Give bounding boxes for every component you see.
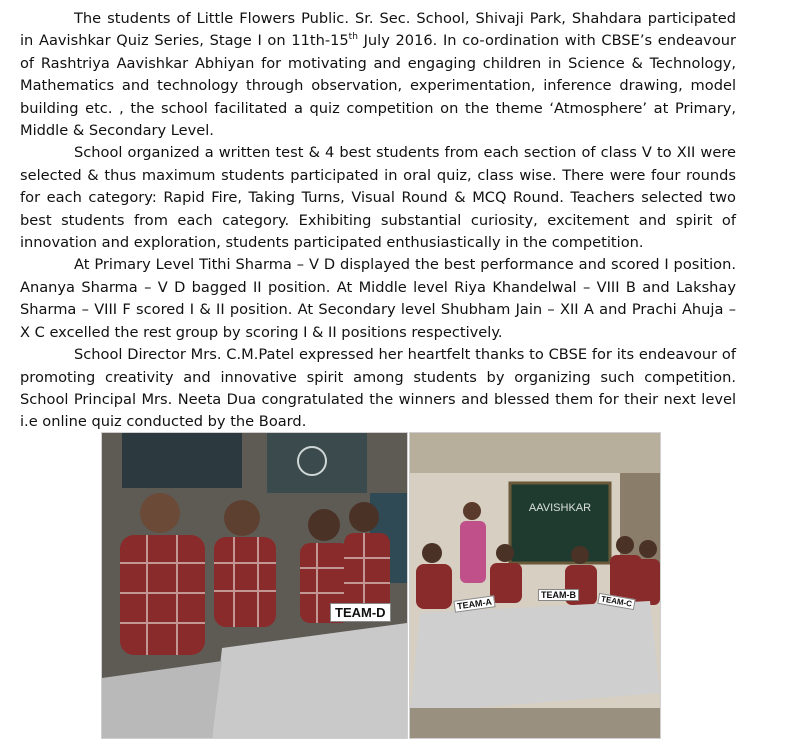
date-superscript: th [348, 31, 358, 42]
photo-quiz-teams [409, 432, 661, 739]
paragraph-intro-text-end: July 2016. In co-ordination with CBSE’s endeavour of Rashtriya Aavishkar Abhiyan for motivating and engaging children in Science & Technology, Mathematics and technology through observation, experimentation, inference drawing, model building etc. , the school facilitated a quiz competition on the theme ‘Atmosphere’ at Primary, Middle & Secondary Level. [20, 32, 736, 140]
paragraph-intro-text-start: The students of Little Flowers Public. Sr. Sec. School, Shivaji Park, Shahdara participated in Aavishkar Quiz Series, Stage I on 11th-15 [20, 10, 736, 50]
blackboard-text: AAVISHKAR [528, 502, 592, 514]
photo-quiz-teams-scene [410, 433, 660, 738]
paragraph-thanks: School Director Mrs. C.M.Patel expressed her heartfelt thanks to CBSE for its endeavour of promoting creativity and innovative spirit among students by organizing such competition. School Principal Mrs. Neeta Dua congratulated the winners and blessed them for their next level i.e online quiz conducted by the Board. [20, 346, 736, 431]
photo-team-d-scene [102, 433, 407, 738]
team-b-placard: TEAM-B [538, 589, 579, 601]
team-a-placard: TEAM-A [453, 595, 495, 613]
photo-team-d [101, 432, 408, 739]
team-c-placard: TEAM-C [597, 593, 635, 610]
team-d-placard: TEAM-D [330, 603, 391, 622]
paragraph-intro [20, 8, 736, 142]
paragraph-results: At Primary Level Tithi Sharma – V D displayed the best performance and scored I position. Ananya Sharma – V D bagged II position. At Middle level Riya Khandelwal – VIII B and Lakshay Sharma – VIII F scored I & II position. At Secondary level Shubham Jain – XII A and Prachi Ahuja – X C excelled the rest group by scoring I & II positions respectively. [20, 256, 736, 341]
paragraph-organization: School organized a written test & 4 best students from each section of class V to XII were selected & thus maximum students participated in oral quiz, class wise. There were four rounds for each category: Rapid Fire, Taking Turns, Visual Round & MCQ Round. Teachers selected two best students from each category. Exhibiting substantial curiosity, excitement and spirit of innovation and exploration, students participated enthusiastically in the competition. [20, 144, 736, 252]
article-body [20, 8, 736, 434]
